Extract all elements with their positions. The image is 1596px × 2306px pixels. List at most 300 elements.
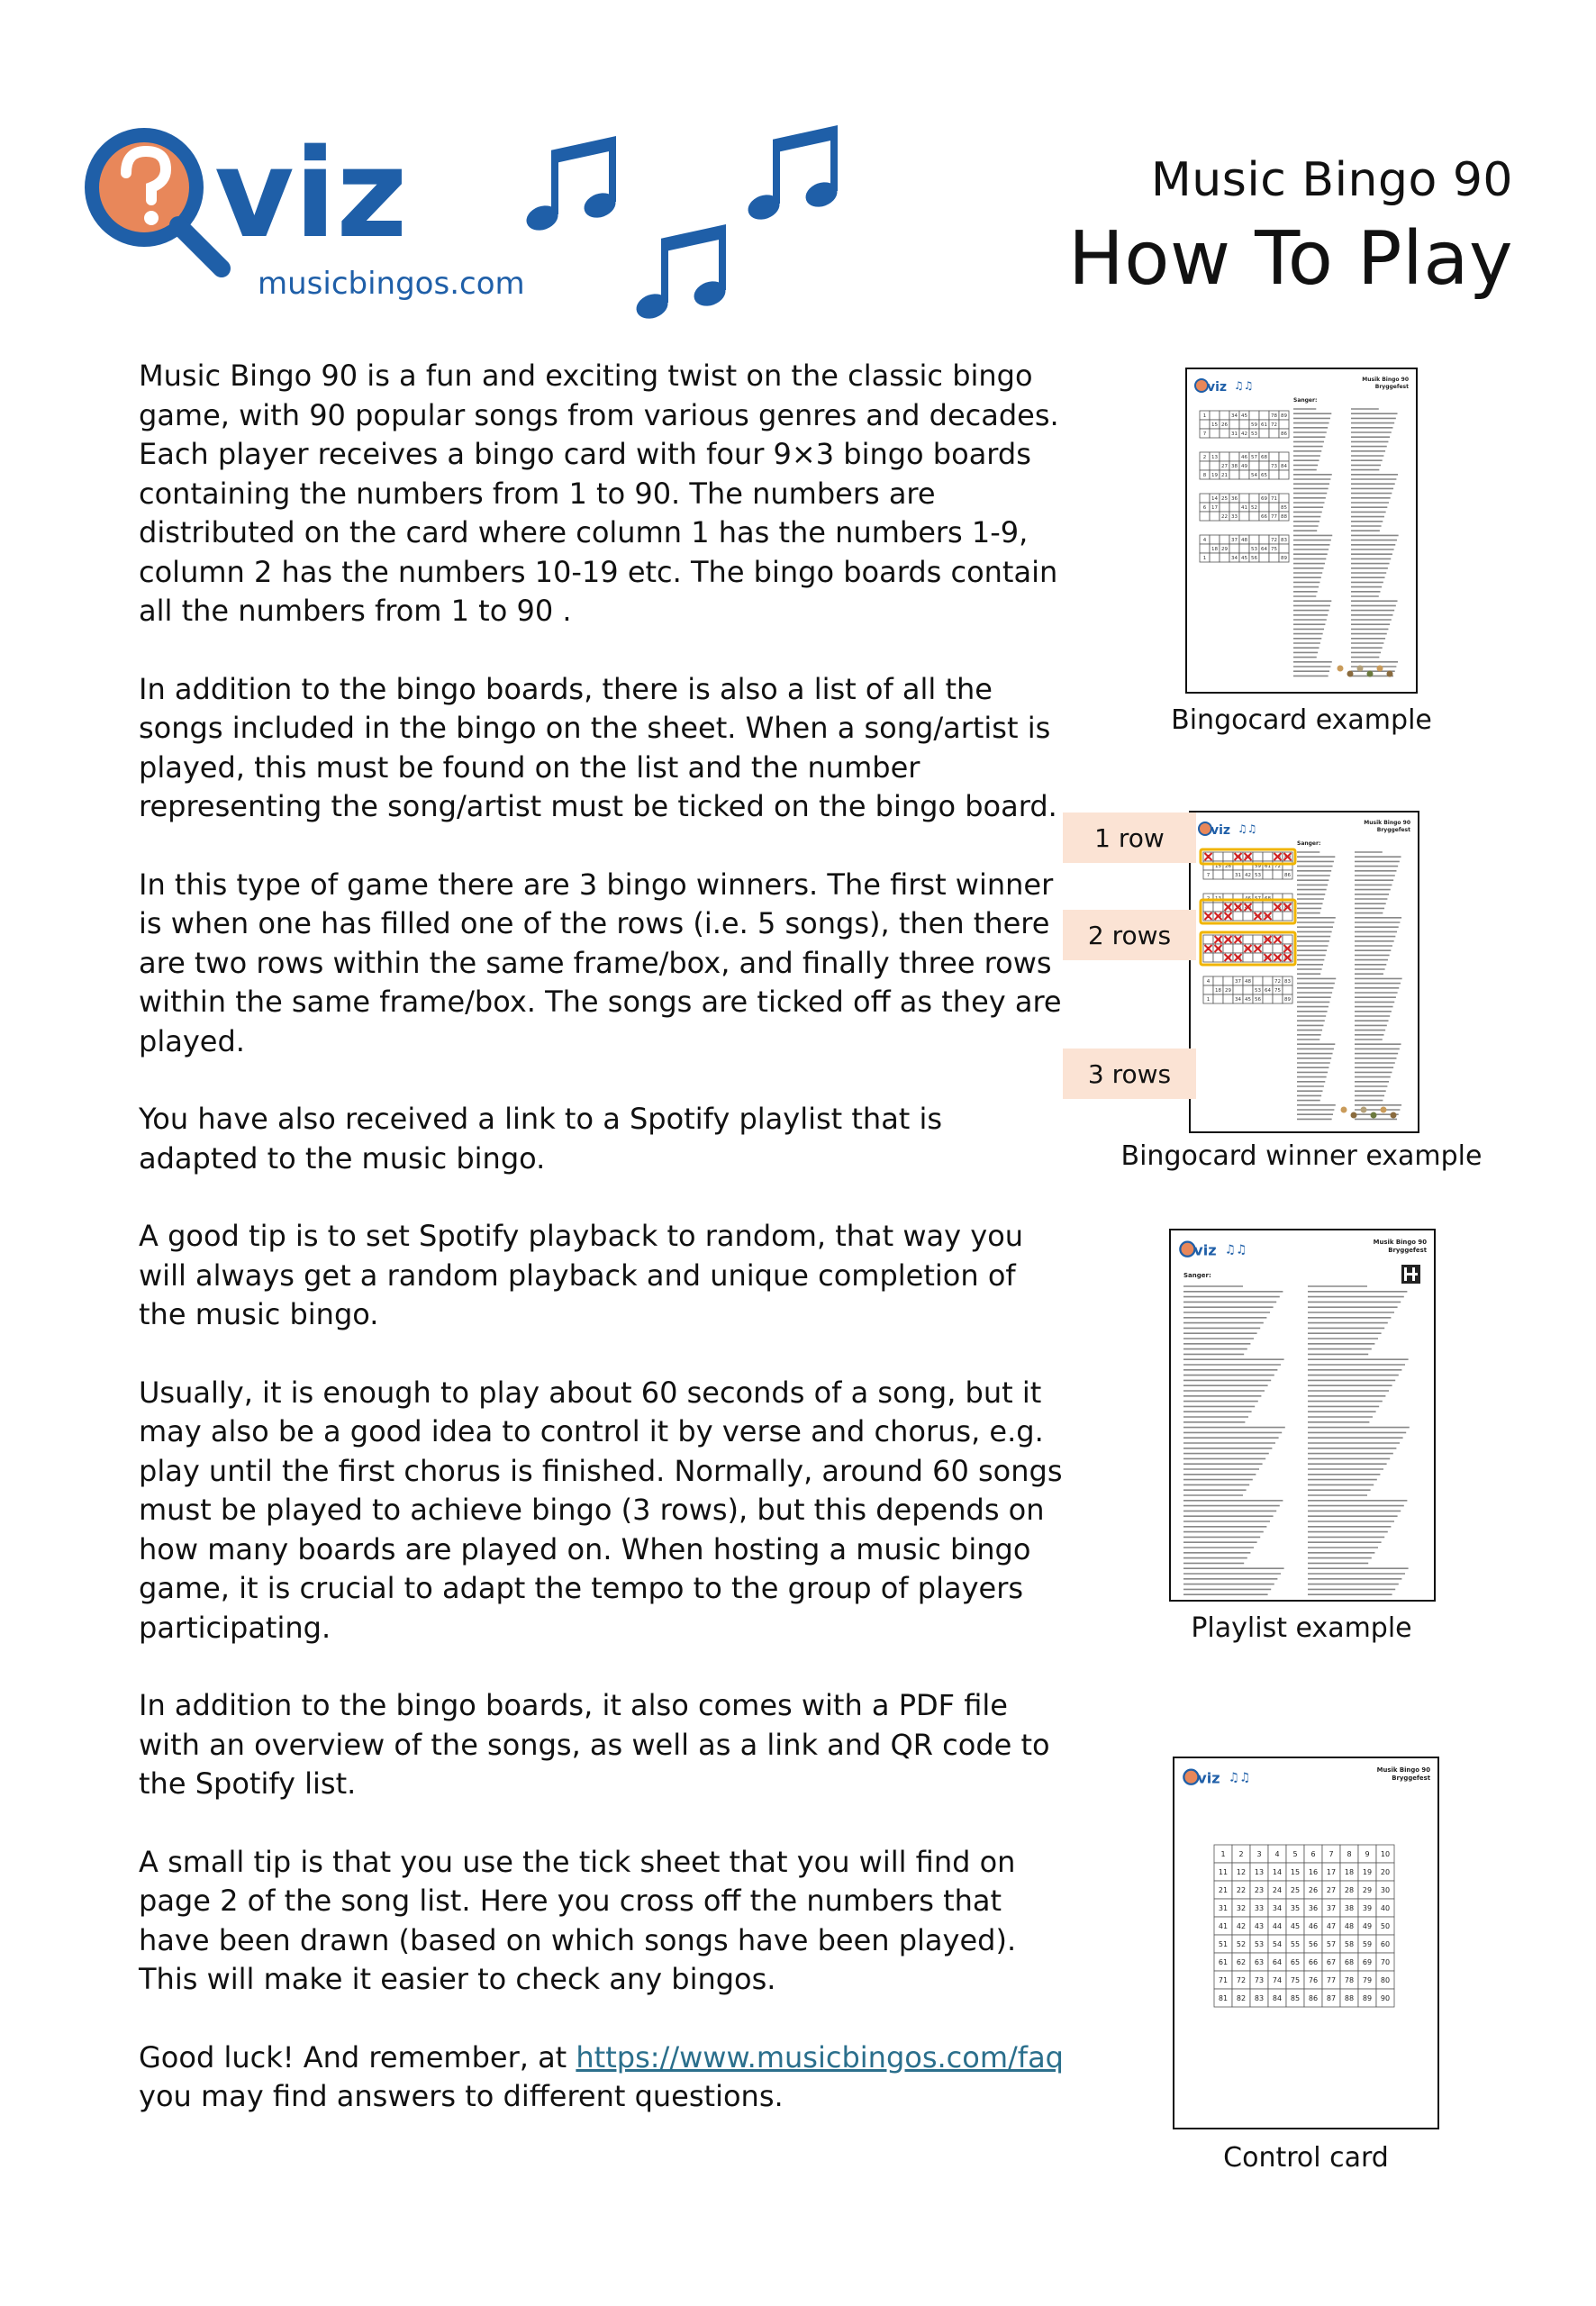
svg-text:29: 29: [1221, 547, 1228, 553]
control-number-cell: [1376, 1935, 1394, 1953]
svg-text:44: 44: [1272, 1922, 1283, 1931]
svg-text:31: 31: [1231, 431, 1238, 438]
svg-text:26: 26: [1221, 422, 1228, 429]
control-number-cell: [1340, 1845, 1358, 1863]
svg-text:32: 32: [1236, 1904, 1247, 1913]
svg-text:83: 83: [1281, 538, 1287, 544]
svg-text:71: 71: [1271, 496, 1277, 503]
control-number-cell: [1214, 1935, 1232, 1953]
svg-text:22: 22: [1236, 1886, 1247, 1895]
control-number-cell: [1232, 1917, 1250, 1935]
svg-text:55: 55: [1290, 1940, 1301, 1949]
control-card-caption: Control card: [1223, 2142, 1389, 2174]
control-number-cell: [1376, 1953, 1394, 1971]
bingocard-example-thumbnail: [1185, 368, 1418, 694]
title-block: [1068, 153, 1513, 302]
control-number-cell: [1250, 1935, 1268, 1953]
bingocard-winner-thumbnail: [1189, 811, 1419, 1133]
svg-text:17: 17: [1211, 505, 1218, 512]
mini-logo-icon: [1199, 822, 1257, 838]
svg-text:54: 54: [1272, 1940, 1283, 1949]
svg-text:17: 17: [1326, 1868, 1337, 1877]
control-number-cell: [1250, 1971, 1268, 1989]
svg-text:66: 66: [1261, 514, 1267, 521]
control-number-cell: [1322, 1899, 1340, 1917]
control-number-cell: [1358, 1881, 1376, 1899]
control-number-cell: [1304, 1971, 1322, 1989]
svg-text:30: 30: [1380, 1886, 1391, 1895]
row-tag-3-rows: 3 rows: [1063, 1049, 1196, 1099]
svg-text:33: 33: [1231, 514, 1238, 521]
control-number-cell: [1268, 1881, 1286, 1899]
paragraph-random-tip: A good tip is to set Spotify playback to random, that way you will always get a random playback and unique completion of the music bingo.: [139, 1219, 1024, 1331]
svg-text:50: 50: [1380, 1922, 1391, 1931]
svg-text:41: 41: [1218, 1922, 1229, 1931]
mini-playlist-right: [1308, 1286, 1410, 1594]
control-number-cell: [1322, 1935, 1340, 1953]
svg-text:79: 79: [1362, 1976, 1373, 1985]
control-number-cell: [1376, 1845, 1394, 1863]
svg-text:61: 61: [1265, 864, 1271, 870]
control-number-cell: [1232, 1881, 1250, 1899]
mini-bingo-board: [1203, 976, 1292, 1003]
mini-logo-icon: [1195, 379, 1254, 395]
svg-text:60: 60: [1380, 1940, 1391, 1949]
svg-text:53: 53: [1254, 1940, 1265, 1949]
control-number-cell: [1304, 1989, 1322, 2007]
svg-text:52: 52: [1251, 505, 1257, 512]
control-number-cell: [1268, 1899, 1286, 1917]
control-number-cell: [1322, 1863, 1340, 1881]
control-number-cell: [1340, 1899, 1358, 1917]
svg-text:4: 4: [1202, 538, 1207, 544]
control-number-cell: [1322, 1881, 1340, 1899]
svg-text:58: 58: [1344, 1940, 1355, 1949]
control-number-cell: [1340, 1863, 1358, 1881]
svg-text:63: 63: [1254, 1958, 1265, 1967]
control-number-cell: [1214, 1989, 1232, 2007]
control-number-cell: [1268, 1863, 1286, 1881]
mini-card-title: Musik Bingo 90: [1373, 1238, 1427, 1246]
svg-text:59: 59: [1362, 1940, 1373, 1949]
svg-text:57: 57: [1255, 896, 1261, 903]
svg-text:59: 59: [1255, 864, 1261, 870]
svg-text:7: 7: [1328, 1850, 1334, 1859]
control-number-cell: [1322, 1845, 1340, 1863]
svg-text:19: 19: [1211, 473, 1218, 479]
svg-text:2: 2: [1206, 896, 1211, 903]
svg-text:48: 48: [1241, 538, 1247, 544]
svg-text:4: 4: [1274, 1850, 1280, 1859]
control-number-cell: [1358, 1971, 1376, 1989]
svg-text:64: 64: [1261, 547, 1267, 553]
mini-bingo-board: [1200, 494, 1289, 521]
svg-text:42: 42: [1245, 873, 1251, 879]
svg-text:37: 37: [1235, 979, 1241, 985]
mini-card-title: Musik Bingo 90: [1364, 820, 1410, 826]
control-number-cell: [1268, 1989, 1286, 2007]
paragraph-timing: Usually, it is enough to play about 60 seconds of a song, but it may also be a good idea to control it by verse and chorus, e.g. play until the first chorus is finished. Normally, around 60 songs must be played to achieve bingo (3 rows), but this depends on how many boards are played on. When hosting a music bingo game, it is crucial to adapt the tempo to the group of players participating.: [139, 1375, 1063, 1645]
mini-decoration-icon: [1341, 1107, 1397, 1119]
svg-text:37: 37: [1326, 1904, 1337, 1913]
faq-text-after: you may find answers to different questions.: [139, 2079, 784, 2113]
control-number-cell: [1376, 1971, 1394, 1989]
svg-text:84: 84: [1272, 1994, 1283, 2003]
svg-text:49: 49: [1362, 1922, 1373, 1931]
control-number-cell: [1376, 1899, 1394, 1917]
svg-text:75: 75: [1290, 1976, 1301, 1985]
svg-text:35: 35: [1290, 1904, 1301, 1913]
mini-card-title: Musik Bingo 90: [1376, 1766, 1430, 1774]
svg-text:68: 68: [1344, 1958, 1355, 1967]
control-number-cell: [1358, 1935, 1376, 1953]
svg-text:75: 75: [1271, 547, 1277, 553]
control-number-cell: [1376, 1863, 1394, 1881]
mini-logo-icon: [1180, 1242, 1247, 1259]
control-number-cell: [1322, 1953, 1340, 1971]
svg-text:8: 8: [1202, 473, 1207, 479]
svg-text:46: 46: [1241, 455, 1247, 461]
svg-text:26: 26: [1225, 864, 1231, 870]
svg-text:42: 42: [1241, 431, 1247, 438]
bingocard-example-caption: Bingocard example: [1171, 704, 1432, 736]
svg-text:18: 18: [1215, 988, 1221, 994]
svg-text:2: 2: [1238, 1850, 1244, 1859]
svg-text:26: 26: [1308, 1886, 1319, 1895]
svg-text:45: 45: [1241, 413, 1247, 420]
svg-text:39: 39: [1362, 1904, 1373, 1913]
svg-text:2: 2: [1202, 455, 1207, 461]
svg-text:73: 73: [1254, 1976, 1265, 1985]
svg-text:47: 47: [1326, 1922, 1337, 1931]
control-number-cell: [1340, 1953, 1358, 1971]
bingocard-winner-caption: Bingocard winner example: [1120, 1140, 1483, 1172]
qviz-logo: [79, 117, 890, 333]
control-number-cell: [1322, 1917, 1340, 1935]
svg-text:1: 1: [1220, 1850, 1226, 1859]
control-number-cell: [1286, 1845, 1304, 1863]
control-number-cell: [1286, 1899, 1304, 1917]
control-number-cell: [1214, 1845, 1232, 1863]
svg-text:45: 45: [1245, 997, 1251, 1003]
svg-text:25: 25: [1221, 496, 1228, 503]
svg-text:8: 8: [1347, 1850, 1352, 1859]
control-number-cell: [1214, 1881, 1232, 1899]
mini-logo-icon: [1183, 1770, 1250, 1787]
svg-text:84: 84: [1281, 464, 1287, 470]
paragraph-pdf: In addition to the bingo boards, it also comes with a PDF file with an overview of the songs, as well as a link and QR code to the Spotify list.: [139, 1688, 1050, 1801]
control-number-cell: [1286, 1881, 1304, 1899]
control-number-cell: [1268, 1917, 1286, 1935]
control-number-cell: [1304, 1863, 1322, 1881]
faq-link[interactable]: https://www.musicbingos.com/faq: [576, 2039, 1064, 2074]
control-number-cell: [1304, 1953, 1322, 1971]
svg-text:57: 57: [1326, 1940, 1337, 1949]
svg-text:53: 53: [1251, 431, 1257, 438]
svg-text:78: 78: [1271, 413, 1277, 420]
svg-text:15: 15: [1215, 864, 1221, 870]
control-number-cell: [1268, 1935, 1286, 1953]
svg-text:78: 78: [1344, 1976, 1355, 1985]
control-number-cell: [1250, 1917, 1268, 1935]
svg-text:46: 46: [1245, 896, 1251, 903]
svg-text:viz: viz: [1197, 1769, 1220, 1787]
svg-text:72: 72: [1271, 538, 1277, 544]
control-number-cell: [1232, 1971, 1250, 1989]
control-number-cell: [1250, 1845, 1268, 1863]
svg-text:14: 14: [1211, 496, 1218, 503]
svg-text:72: 72: [1274, 864, 1281, 870]
svg-text:29: 29: [1225, 988, 1231, 994]
svg-text:15: 15: [1211, 422, 1218, 429]
mini-card-subtitle: Bryggefest: [1388, 1247, 1427, 1255]
svg-text:15: 15: [1290, 1868, 1301, 1877]
svg-text:21: 21: [1218, 1886, 1229, 1895]
paragraph-intro: Music Bingo 90 is a fun and exciting twist on the classic bingo game, with 90 popular songs from various genres and decades. Each player receives a bingo card with four 9×3 bingo boards containing the numbers from 1 to 90. The numbers are distributed on the card where column 1 has the numbers 1-9, column 2 has the numbers 10-19 etc. The bingo boards contain all the numbers from 1 to 90 .: [139, 359, 1059, 628]
control-number-cell: [1250, 1989, 1268, 2007]
control-number-cell: [1232, 1863, 1250, 1881]
mini-song-list-right: [1351, 409, 1399, 676]
svg-text:90: 90: [1380, 1994, 1391, 2003]
control-number-cell: [1286, 1971, 1304, 1989]
control-number-cell: [1232, 1899, 1250, 1917]
svg-text:52: 52: [1236, 1940, 1247, 1949]
control-number-cell: [1268, 1953, 1286, 1971]
row-tag-1-row: 1 row: [1063, 813, 1196, 863]
svg-text:25: 25: [1290, 1886, 1301, 1895]
svg-text:53: 53: [1255, 873, 1261, 879]
control-number-cell: [1214, 1863, 1232, 1881]
control-number-cell: [1232, 1953, 1250, 1971]
mini-card-subtitle: Bryggefest: [1374, 384, 1409, 390]
control-number-cell: [1358, 1899, 1376, 1917]
qr-code-icon: [1401, 1265, 1420, 1284]
control-number-cell: [1250, 1899, 1268, 1917]
svg-text:6: 6: [1310, 1850, 1316, 1859]
svg-text:80: 80: [1380, 1976, 1391, 1985]
control-number-cell: [1340, 1881, 1358, 1899]
svg-text:77: 77: [1326, 1976, 1337, 1985]
control-number-cell: [1358, 1845, 1376, 1863]
svg-text:45: 45: [1290, 1922, 1301, 1931]
svg-text:76: 76: [1308, 1976, 1319, 1985]
svg-text:36: 36: [1308, 1904, 1319, 1913]
control-number-cell: [1340, 1935, 1358, 1953]
mini-card-subtitle: Bryggefest: [1376, 827, 1410, 833]
svg-text:13: 13: [1211, 455, 1218, 461]
mini-list-heading: Sanger:: [1183, 1272, 1211, 1279]
music-notes-icon: [523, 130, 841, 322]
svg-text:41: 41: [1241, 505, 1247, 512]
control-number-cell: [1232, 1989, 1250, 2007]
svg-text:3: 3: [1256, 1850, 1262, 1859]
paragraph-tick-sheet: A small tip is that you use the tick sheet that you will find on page 2 of the song list. Here you cross off the numbers that have been drawn (based on which songs have been played). This will make it easier to check any bingos.: [139, 1844, 1017, 1996]
mini-bingo-board: [1200, 411, 1289, 438]
svg-text:4: 4: [1206, 979, 1211, 985]
svg-text:46: 46: [1308, 1922, 1319, 1931]
svg-text:12: 12: [1236, 1868, 1247, 1877]
mini-card-title: Musik Bingo 90: [1362, 377, 1409, 383]
svg-text:72: 72: [1236, 1976, 1247, 1985]
svg-text:89: 89: [1281, 556, 1287, 562]
mini-list-heading: Sanger:: [1297, 840, 1321, 847]
svg-text:♫♫: ♫♫: [1234, 379, 1254, 392]
svg-text:1: 1: [1202, 413, 1207, 420]
svg-text:56: 56: [1251, 556, 1257, 562]
svg-text:♫♫: ♫♫: [1228, 1770, 1251, 1785]
svg-text:59: 59: [1251, 422, 1257, 429]
svg-text:38: 38: [1231, 464, 1238, 470]
svg-text:27: 27: [1221, 464, 1228, 470]
svg-text:38: 38: [1344, 1904, 1355, 1913]
svg-text:18: 18: [1211, 547, 1218, 553]
svg-text:56: 56: [1308, 1940, 1319, 1949]
svg-text:53: 53: [1255, 988, 1261, 994]
svg-text:48: 48: [1245, 979, 1251, 985]
svg-text:89: 89: [1281, 413, 1287, 420]
svg-text:74: 74: [1272, 1976, 1283, 1985]
control-number-cell: [1376, 1989, 1394, 2007]
control-number-cell: [1376, 1881, 1394, 1899]
control-number-cell: [1304, 1917, 1322, 1935]
instructions-text: [139, 357, 1066, 2156]
svg-text:64: 64: [1272, 1958, 1283, 1967]
svg-text:69: 69: [1362, 1958, 1373, 1967]
svg-text:10: 10: [1380, 1850, 1391, 1859]
logo-word: viz: [214, 123, 408, 266]
svg-text:42: 42: [1236, 1922, 1247, 1931]
svg-text:20: 20: [1380, 1868, 1391, 1877]
svg-text:53: 53: [1251, 547, 1257, 553]
svg-text:85: 85: [1281, 505, 1287, 512]
control-number-cell: [1250, 1863, 1268, 1881]
control-card-thumbnail: [1173, 1757, 1439, 2129]
svg-text:87: 87: [1326, 1994, 1337, 2003]
svg-text:85: 85: [1290, 1994, 1301, 2003]
magnifier-q-icon: [92, 135, 222, 268]
mini-song-list-right: [1355, 852, 1402, 1119]
mini-bingo-board: [1200, 535, 1289, 562]
document-subtitle: Music Bingo 90: [1150, 153, 1513, 207]
svg-text:13: 13: [1254, 1868, 1265, 1877]
playlist-example-thumbnail: [1169, 1229, 1436, 1602]
svg-text:57: 57: [1251, 455, 1257, 461]
svg-text:viz: viz: [1207, 380, 1228, 395]
control-number-cell: [1214, 1899, 1232, 1917]
control-number-cell: [1304, 1881, 1322, 1899]
mini-list-heading: Sanger:: [1293, 397, 1318, 404]
control-number-cell: [1358, 1953, 1376, 1971]
control-number-cell: [1232, 1845, 1250, 1863]
svg-text:86: 86: [1284, 873, 1291, 879]
mini-playlist-left: [1183, 1286, 1285, 1594]
svg-text:48: 48: [1344, 1922, 1355, 1931]
control-number-cell: [1340, 1971, 1358, 1989]
document-title: How To Play: [1068, 216, 1513, 302]
svg-text:45: 45: [1241, 556, 1247, 562]
control-number-cell: [1232, 1935, 1250, 1953]
control-number-cell: [1376, 1917, 1394, 1935]
svg-text:22: 22: [1221, 514, 1228, 521]
svg-text:31: 31: [1235, 873, 1241, 879]
svg-text:86: 86: [1281, 431, 1287, 438]
control-number-cell: [1250, 1953, 1268, 1971]
svg-text:33: 33: [1254, 1904, 1265, 1913]
svg-text:61: 61: [1218, 1958, 1229, 1967]
svg-text:68: 68: [1261, 455, 1267, 461]
svg-text:11: 11: [1218, 1868, 1229, 1877]
svg-text:34: 34: [1231, 413, 1238, 420]
control-number-cell: [1268, 1845, 1286, 1863]
svg-text:31: 31: [1218, 1904, 1229, 1913]
svg-text:36: 36: [1231, 496, 1238, 503]
svg-text:40: 40: [1380, 1904, 1391, 1913]
svg-text:88: 88: [1281, 514, 1287, 521]
svg-text:18: 18: [1344, 1868, 1355, 1877]
svg-text:♫♫: ♫♫: [1238, 822, 1257, 835]
svg-text:51: 51: [1218, 1940, 1229, 1949]
control-number-cell: [1286, 1953, 1304, 1971]
control-number-cell: [1286, 1917, 1304, 1935]
control-number-cell: [1214, 1971, 1232, 1989]
svg-text:7: 7: [1206, 873, 1211, 879]
svg-text:5: 5: [1292, 1850, 1298, 1859]
paragraph-winners: In this type of game there are 3 bingo winners. The first winner is when one has filled one of the rows (i.e. 5 songs), then there are two rows within the same frame/box, and finally three rows within the same frame/box. The songs are ticked off as they are played.: [139, 867, 1062, 1058]
control-number-cell: [1304, 1935, 1322, 1953]
paragraph-faq: [139, 2038, 1066, 2117]
svg-text:70: 70: [1380, 1958, 1391, 1967]
svg-text:71: 71: [1218, 1976, 1229, 1985]
control-number-cell: [1340, 1989, 1358, 2007]
svg-text:viz: viz: [1193, 1241, 1217, 1259]
control-number-cell: [1340, 1917, 1358, 1935]
svg-text:21: 21: [1221, 473, 1228, 479]
svg-text:83: 83: [1254, 1994, 1265, 2003]
control-number-cell: [1358, 1917, 1376, 1935]
svg-text:27: 27: [1326, 1886, 1337, 1895]
mini-bingo-board: [1200, 452, 1289, 479]
faq-text-before: Good luck! And remember, at: [139, 2039, 576, 2074]
control-number-cell: [1268, 1971, 1286, 1989]
svg-text:34: 34: [1231, 556, 1238, 562]
svg-text:86: 86: [1308, 1994, 1319, 2003]
svg-text:62: 62: [1236, 1958, 1247, 1967]
svg-text:29: 29: [1362, 1886, 1373, 1895]
control-number-cell: [1304, 1845, 1322, 1863]
mini-song-list-left: [1293, 409, 1332, 676]
control-number-cell: [1322, 1971, 1340, 1989]
svg-text:69: 69: [1261, 496, 1267, 503]
control-number-cell: [1358, 1863, 1376, 1881]
svg-text:65: 65: [1261, 473, 1267, 479]
svg-text:24: 24: [1272, 1886, 1283, 1895]
control-number-cell: [1286, 1863, 1304, 1881]
svg-text:♫♫: ♫♫: [1224, 1242, 1247, 1257]
svg-text:6: 6: [1202, 505, 1207, 512]
mini-card-subtitle: Bryggefest: [1392, 1775, 1430, 1783]
svg-text:72: 72: [1274, 979, 1281, 985]
svg-text:64: 64: [1265, 988, 1271, 994]
svg-text:73: 73: [1271, 464, 1277, 470]
svg-text:72: 72: [1271, 422, 1277, 429]
svg-text:13: 13: [1215, 896, 1221, 903]
svg-text:77: 77: [1271, 514, 1277, 521]
svg-text:34: 34: [1235, 997, 1241, 1003]
control-number-cell: [1250, 1881, 1268, 1899]
svg-text:56: 56: [1255, 997, 1261, 1003]
svg-text:54: 54: [1251, 473, 1257, 479]
control-number-cell: [1214, 1953, 1232, 1971]
